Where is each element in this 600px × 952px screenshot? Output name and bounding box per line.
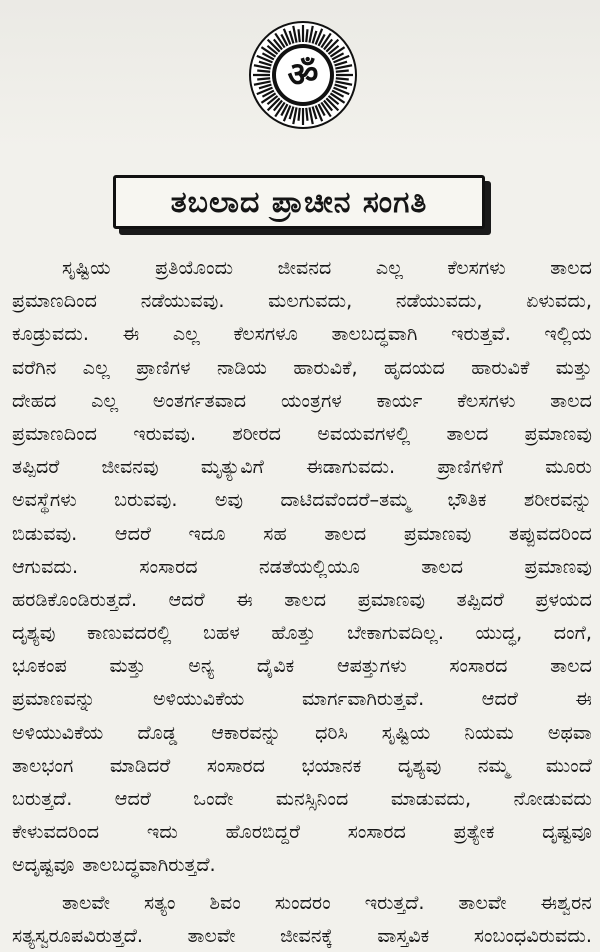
word: ಸೃಷ್ಟಿಯ bbox=[62, 256, 111, 279]
word: ಶರೀರದ bbox=[232, 421, 281, 445]
word: ಸಂಸಾರದ bbox=[347, 820, 406, 844]
word: ಯುದ್ಧ, bbox=[475, 621, 523, 645]
word: ದಾಟಿದವೆಂದರೆ–ತಮ್ಮ bbox=[280, 488, 411, 512]
word: ಮತ್ತು bbox=[109, 654, 146, 678]
om-symbol: ॐ bbox=[287, 55, 319, 95]
word: ಸತ್ಯಸ್ವರೂಪವಿರುತ್ತದೆ. bbox=[12, 923, 144, 947]
word: ಕಾಣುವದರಲ್ಲಿ bbox=[87, 621, 172, 645]
text-line bbox=[12, 749, 592, 782]
word: ಪ್ರಾಣಿಗಳ bbox=[136, 355, 191, 379]
word: ತಾಲವೇ bbox=[458, 890, 507, 914]
word: ಇಲ್ಲಿಯ bbox=[544, 322, 592, 346]
word: ತಾಲದ bbox=[550, 388, 592, 412]
word: ಹಾರುವಿಕೆ bbox=[471, 355, 530, 379]
text-line bbox=[12, 351, 592, 384]
text-line bbox=[12, 450, 592, 483]
word: ಅಥವಾ bbox=[547, 720, 592, 744]
word: ಕೆಲಸಗಳು bbox=[447, 256, 506, 279]
word: ಕೆಲಸಗಳೂ bbox=[233, 322, 298, 346]
word: ಈಡಾಗುವದು. bbox=[306, 455, 396, 479]
word: ಆದರೆ bbox=[114, 787, 151, 810]
word: ತಪ್ಪುವದರಿಂದ bbox=[508, 521, 592, 545]
word: ಸಹ bbox=[263, 521, 287, 545]
word: ಬರುತ್ತದೆ. bbox=[12, 787, 73, 810]
word: ಜೀವನವು bbox=[101, 455, 159, 479]
word: ಎಲ್ಲ bbox=[82, 355, 110, 379]
word: ಅಳಿಯುವಿಕೆಯ bbox=[12, 720, 104, 744]
word: ಹೃದಯದ bbox=[384, 355, 445, 379]
word: ಜೀವನದ bbox=[277, 256, 332, 279]
word: ಪ್ರಳಯದ bbox=[535, 587, 592, 611]
word: ಆದರೆ bbox=[481, 687, 518, 711]
word: ಹೊತ್ತು bbox=[271, 621, 316, 645]
word: ತಾಲದ bbox=[550, 256, 592, 279]
word: ಸೃಷ್ಟಿಯ bbox=[381, 720, 431, 744]
page-title: ತಬಲಾದ ಪ್ರಾಚೀನ ಸಂಗತಿ bbox=[113, 175, 485, 229]
text-line bbox=[12, 886, 592, 919]
title-frame bbox=[113, 175, 485, 229]
sun-ray bbox=[298, 108, 299, 121]
word: ತಾಲದ bbox=[446, 421, 489, 445]
word: ಬಹಳ bbox=[203, 621, 240, 645]
word: ಸಂಸಾರದ bbox=[449, 654, 508, 678]
word: ಪ್ರಮಾಣವನ್ನು bbox=[12, 687, 96, 711]
word: ಬರುವವು. bbox=[114, 488, 178, 512]
word: ಹರಡಿಕೊಂಡಿರುತ್ತದೆ. bbox=[12, 587, 138, 611]
word: ಧರಿಸಿ bbox=[315, 720, 348, 744]
word: ನಮ್ಮ bbox=[477, 753, 510, 777]
word: ಸುಂದರಂ bbox=[274, 890, 331, 914]
word: ಮಾಡುವದು, bbox=[390, 787, 472, 810]
word: ತಪ್ಪಿದರೆ bbox=[456, 587, 504, 611]
word: ಎಲ್ಲ bbox=[172, 322, 200, 346]
word: ಏಳುವದು, bbox=[526, 289, 592, 313]
word: ಎಲ್ಲ bbox=[375, 256, 403, 279]
word: ಅವಯವಗಳಲ್ಲಿ bbox=[317, 421, 411, 445]
word: ಮತ್ತು bbox=[555, 355, 592, 379]
word: ಅದೃಷ್ಟವೂ bbox=[12, 853, 75, 877]
word: ಪ್ರಮಾಣವು bbox=[524, 554, 592, 578]
text-line bbox=[12, 417, 592, 450]
word: ತಾಲದ bbox=[550, 654, 592, 678]
word: ಈ bbox=[575, 687, 592, 711]
text-line bbox=[12, 384, 592, 417]
text-line bbox=[12, 716, 592, 749]
word: ಇರುತ್ತವೆ. bbox=[451, 322, 511, 346]
word: ಭೌತಿಕ bbox=[447, 488, 487, 512]
word: ಅಳಿಯುವಿಕೆಯ bbox=[153, 687, 245, 711]
body-text bbox=[12, 251, 592, 952]
word: ಕೆಲಸಗಳು bbox=[457, 388, 516, 412]
word: ನೋಡುವದು bbox=[513, 787, 592, 810]
word: ತಾಲಭಂಗ bbox=[12, 753, 74, 777]
sun-ray bbox=[257, 78, 270, 79]
word: ತಾಲಬದ್ಧವಾಗಿ bbox=[331, 322, 418, 346]
word: ಪ್ರತಿಯೊಂದು bbox=[155, 256, 234, 279]
word: ಒಂದೇ bbox=[193, 787, 234, 810]
word: ತಾಲದ bbox=[324, 521, 367, 545]
word: ಆದರೆ bbox=[168, 587, 205, 611]
text-line bbox=[12, 483, 592, 516]
om-sunburst-icon bbox=[248, 20, 358, 130]
word: ಪ್ರಮಾಣವು bbox=[357, 587, 426, 611]
sun-ray bbox=[336, 70, 349, 71]
word: ಅವಸ್ಥೆಗಳು bbox=[12, 488, 77, 512]
word: ಪ್ರತ್ಯೇಕ bbox=[453, 820, 495, 844]
word: ಸಂಸಾರದ bbox=[206, 753, 266, 777]
text-line bbox=[12, 550, 592, 583]
word: ಅವು bbox=[214, 488, 244, 512]
word: ಇದೂ bbox=[188, 521, 226, 545]
word: ಆಗುವದು. bbox=[12, 554, 79, 578]
word: ಸಂಸಾರದ bbox=[139, 554, 198, 578]
word: ದೈವಿಕ bbox=[256, 654, 295, 678]
word: ಇದು bbox=[146, 820, 178, 844]
word: ಇರುವವು. bbox=[133, 421, 197, 445]
word: ಸಂಬಂಧವಿರುವದು. bbox=[473, 923, 592, 947]
word: ನಿಯಮ bbox=[464, 720, 514, 744]
word: ದೃಶ್ಯವು bbox=[397, 753, 442, 777]
word: ತಾಲದ bbox=[284, 587, 327, 611]
text-line bbox=[12, 782, 592, 815]
word: ಪ್ರಮಾಣವು bbox=[524, 421, 592, 445]
word: ತಾಲವೇ bbox=[187, 923, 236, 947]
text-line bbox=[12, 848, 592, 881]
word: ದೊಡ್ಡ bbox=[137, 720, 178, 744]
word: ಎಲ್ಲ bbox=[91, 388, 119, 412]
word: ಪ್ರಾಣಿಗಳಿಗೆ bbox=[437, 455, 503, 479]
word: ತಾಲವೇ bbox=[62, 890, 110, 914]
text-line bbox=[12, 317, 592, 350]
word: ಮೃತ್ಯುವಿಗೆ bbox=[200, 455, 264, 479]
word: ದಂಗೆ, bbox=[553, 621, 592, 645]
word: ದೇಹದ bbox=[12, 388, 57, 412]
word: ಈ bbox=[122, 322, 140, 346]
word: ಹಾರುವಿಕೆ, bbox=[293, 355, 358, 379]
word: ಪ್ರಮಾಣವು bbox=[403, 521, 472, 545]
word: ವಾಸ್ತವಿಕ bbox=[377, 923, 430, 947]
word: ತಾಲಬದ್ಧವಾಗಿರುತ್ತದೆ. bbox=[82, 853, 216, 877]
word: ಮೂರು bbox=[545, 455, 592, 479]
sun-ray bbox=[306, 108, 307, 121]
word: ಕೂಡ್ರುವದು. bbox=[12, 322, 89, 346]
word: ಈಶ್ವರನ bbox=[540, 890, 592, 914]
word: ಹೊರಬಿದ್ದರೆ bbox=[225, 820, 300, 844]
word: ಇರುತ್ತದೆ. bbox=[364, 890, 425, 914]
text-line bbox=[12, 517, 592, 550]
word: ಮಾರ್ಗವಾಗಿರುತ್ತವೆ. bbox=[302, 687, 425, 711]
word: ತಾಲದ bbox=[421, 554, 464, 578]
word: ಅನ್ಯ bbox=[188, 654, 215, 678]
word: ಶಿವಂ bbox=[209, 890, 241, 914]
word: ಮುಂದೆ bbox=[545, 753, 592, 777]
text-line bbox=[12, 919, 592, 952]
text-line bbox=[12, 251, 592, 284]
word: ಬಿಡುವವು. bbox=[12, 521, 78, 545]
word: ನಡತೆಯಲ್ಲಿಯೂ bbox=[258, 554, 361, 578]
text-line bbox=[12, 583, 592, 616]
word: ಆಕಾರವನ್ನು bbox=[211, 720, 282, 744]
word: ದೃಶ್ಯವು bbox=[12, 621, 56, 645]
text-line bbox=[12, 649, 592, 682]
word: ತಪ್ಪಿದರೆ bbox=[12, 455, 60, 479]
sun-ray bbox=[306, 29, 307, 42]
word: ಯಂತ್ರಗಳ bbox=[280, 388, 342, 412]
word: ಅಂತರ್ಗತವಾದ bbox=[152, 388, 247, 412]
word: ನಾಡಿಯ bbox=[216, 355, 268, 379]
text-line bbox=[12, 682, 592, 715]
sun-ray bbox=[257, 70, 270, 71]
word: ಬೇಕಾಗುವದಿಲ್ಲ. bbox=[347, 621, 444, 645]
word: ಮನಸ್ಸಿನಿಂದ bbox=[275, 787, 349, 810]
sun-ray bbox=[336, 78, 349, 79]
word: ಜೀವನಕ್ಕೆ bbox=[280, 923, 333, 947]
word: ಶರೀರವನ್ನು bbox=[523, 488, 592, 512]
text-line bbox=[12, 815, 592, 848]
word: ವರೆಗಿನ bbox=[12, 355, 57, 379]
text-line bbox=[12, 284, 592, 317]
word: ಪ್ರಮಾಣದಿಂದ bbox=[12, 421, 98, 445]
om-emblem bbox=[248, 20, 358, 130]
word: ಭಯಾನಕ bbox=[301, 753, 362, 777]
word: ಭೂಕಂಪ bbox=[12, 654, 67, 678]
word: ಈ bbox=[236, 587, 253, 611]
word: ಸತ್ಯಂ bbox=[144, 890, 176, 914]
sun-ray bbox=[298, 29, 299, 42]
word: ನಡೆಯುವದು, bbox=[395, 289, 483, 313]
word: ಆಪತ್ತುಗಳು bbox=[336, 654, 407, 678]
text-line bbox=[12, 616, 592, 649]
word: ದೃಷ್ಟವೂ bbox=[542, 820, 592, 844]
word: ಮಾಡಿದರೆ bbox=[109, 753, 171, 777]
word: ಕೇಳುವದರಿಂದ bbox=[12, 820, 100, 844]
word: ಆದರೆ bbox=[114, 521, 151, 545]
word: ಪ್ರಮಾಣದಿಂದ bbox=[12, 289, 98, 313]
word: ನಡೆಯುವವು. bbox=[140, 289, 225, 313]
word: ಮಲಗುವದು, bbox=[268, 289, 353, 313]
word: ಕಾರ್ಯ bbox=[376, 388, 423, 412]
